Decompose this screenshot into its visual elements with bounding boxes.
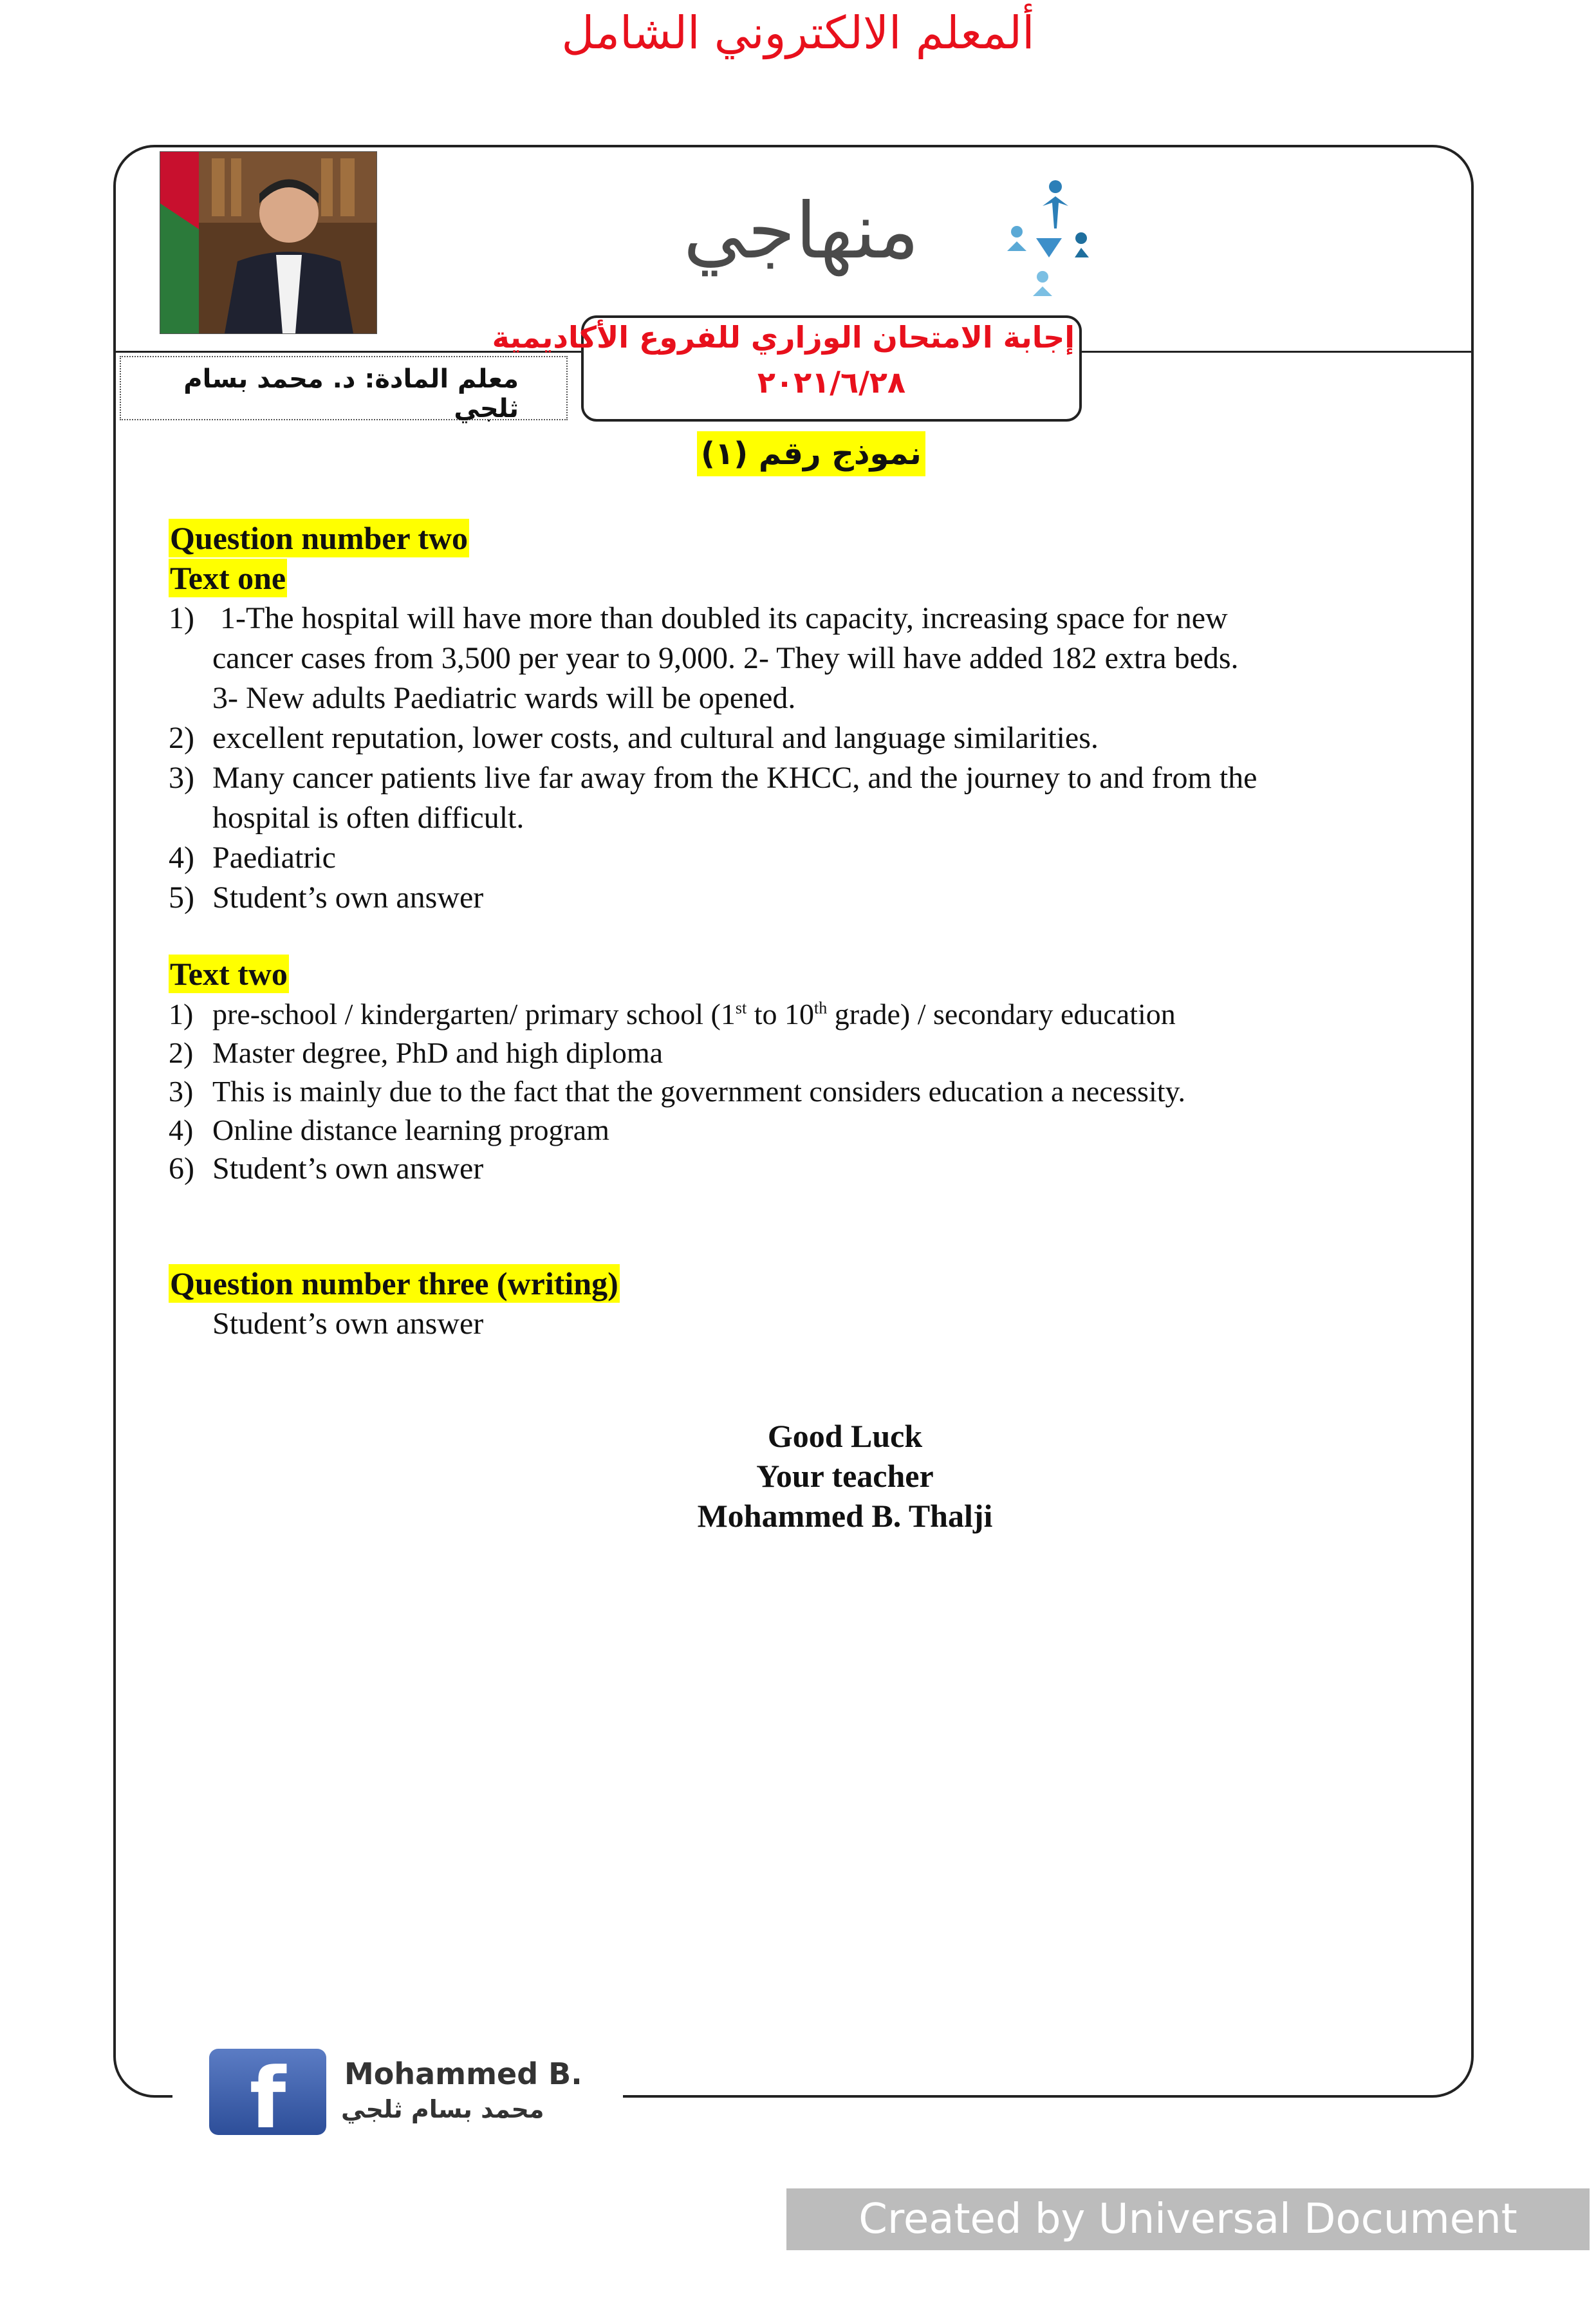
item-number: 2) [169,1036,194,1069]
item-number: 1) [169,601,194,635]
facebook-name: Mohammed B. [344,2056,582,2091]
exam-date: ٢٠٢١/٦/٢٨ [757,365,906,400]
site-title: ألمعلم الالكتروني الشامل [561,6,1035,59]
converter-watermark: Created by Universal Document Converter [786,2188,1590,2250]
text-one-heading: Text one [170,560,286,596]
exam-title: إجابة الامتحان الوزاري للفروع الأكاديمية [492,320,1075,355]
teacher-photo [160,151,377,334]
item-number: 4) [169,1114,194,1146]
item-line: This is mainly due to the fact that the government considers education a necessity. [212,1075,1186,1108]
q2-heading: Question number two [170,520,469,556]
item-line: Master degree, PhD and high diploma [212,1036,663,1069]
item-line: Online distance learning program [212,1114,609,1146]
good-luck: Good Luck [767,1418,923,1454]
item-line: Paediatric [212,841,336,875]
logo-text: منهاجي [683,187,920,276]
item-line: 1-The hospital will have more than doubled its capacity, increasing space for new [220,601,1228,635]
teacher-name: Mohammed B. Thalji [697,1498,993,1534]
item-number: 2) [169,721,194,755]
item-number: 1) [169,998,194,1030]
facebook-arabic-name: محمد بسام ثلجي [341,2095,544,2123]
q3-answer: Student’s own answer [212,1307,484,1341]
item-line: Many cancer patients live far away from the KHCC, and the journey to and from the [212,761,1257,795]
item-number: 6) [169,1151,194,1186]
item-number: 3) [169,1075,194,1108]
item-line: cancer cases from 3,500 per year to 9,000. 2- They will have added 182 extra beds. [212,641,1239,675]
facebook-letter: f [249,2049,286,2147]
item-number: 5) [169,881,194,915]
item-line: hospital is often difficult. [212,801,524,835]
item-line: pre-school / kindergarten/ primary school (1st to 10th grade) / secondary education [212,998,1176,1030]
item-line: Student’s own answer [212,1151,484,1186]
your-teacher: Your teacher [756,1458,934,1494]
item-number: 4) [169,841,194,875]
q3-heading: Question number three (writing) [170,1265,618,1301]
item-line: 3- New adults Paediatric wards will be opened. [212,681,796,715]
logo-figures-icon [1007,180,1089,296]
teacher-label: معلم المادة: د. محمد بسام ثلجي [183,364,519,424]
item-line: excellent reputation, lower costs, and cultural and language similarities. [212,721,1099,755]
item-line: Student’s own answer [212,881,484,915]
item-number: 3) [169,761,194,795]
model-label: نموذج رقم (١) [697,431,925,476]
text-two-heading: Text two [170,956,288,992]
